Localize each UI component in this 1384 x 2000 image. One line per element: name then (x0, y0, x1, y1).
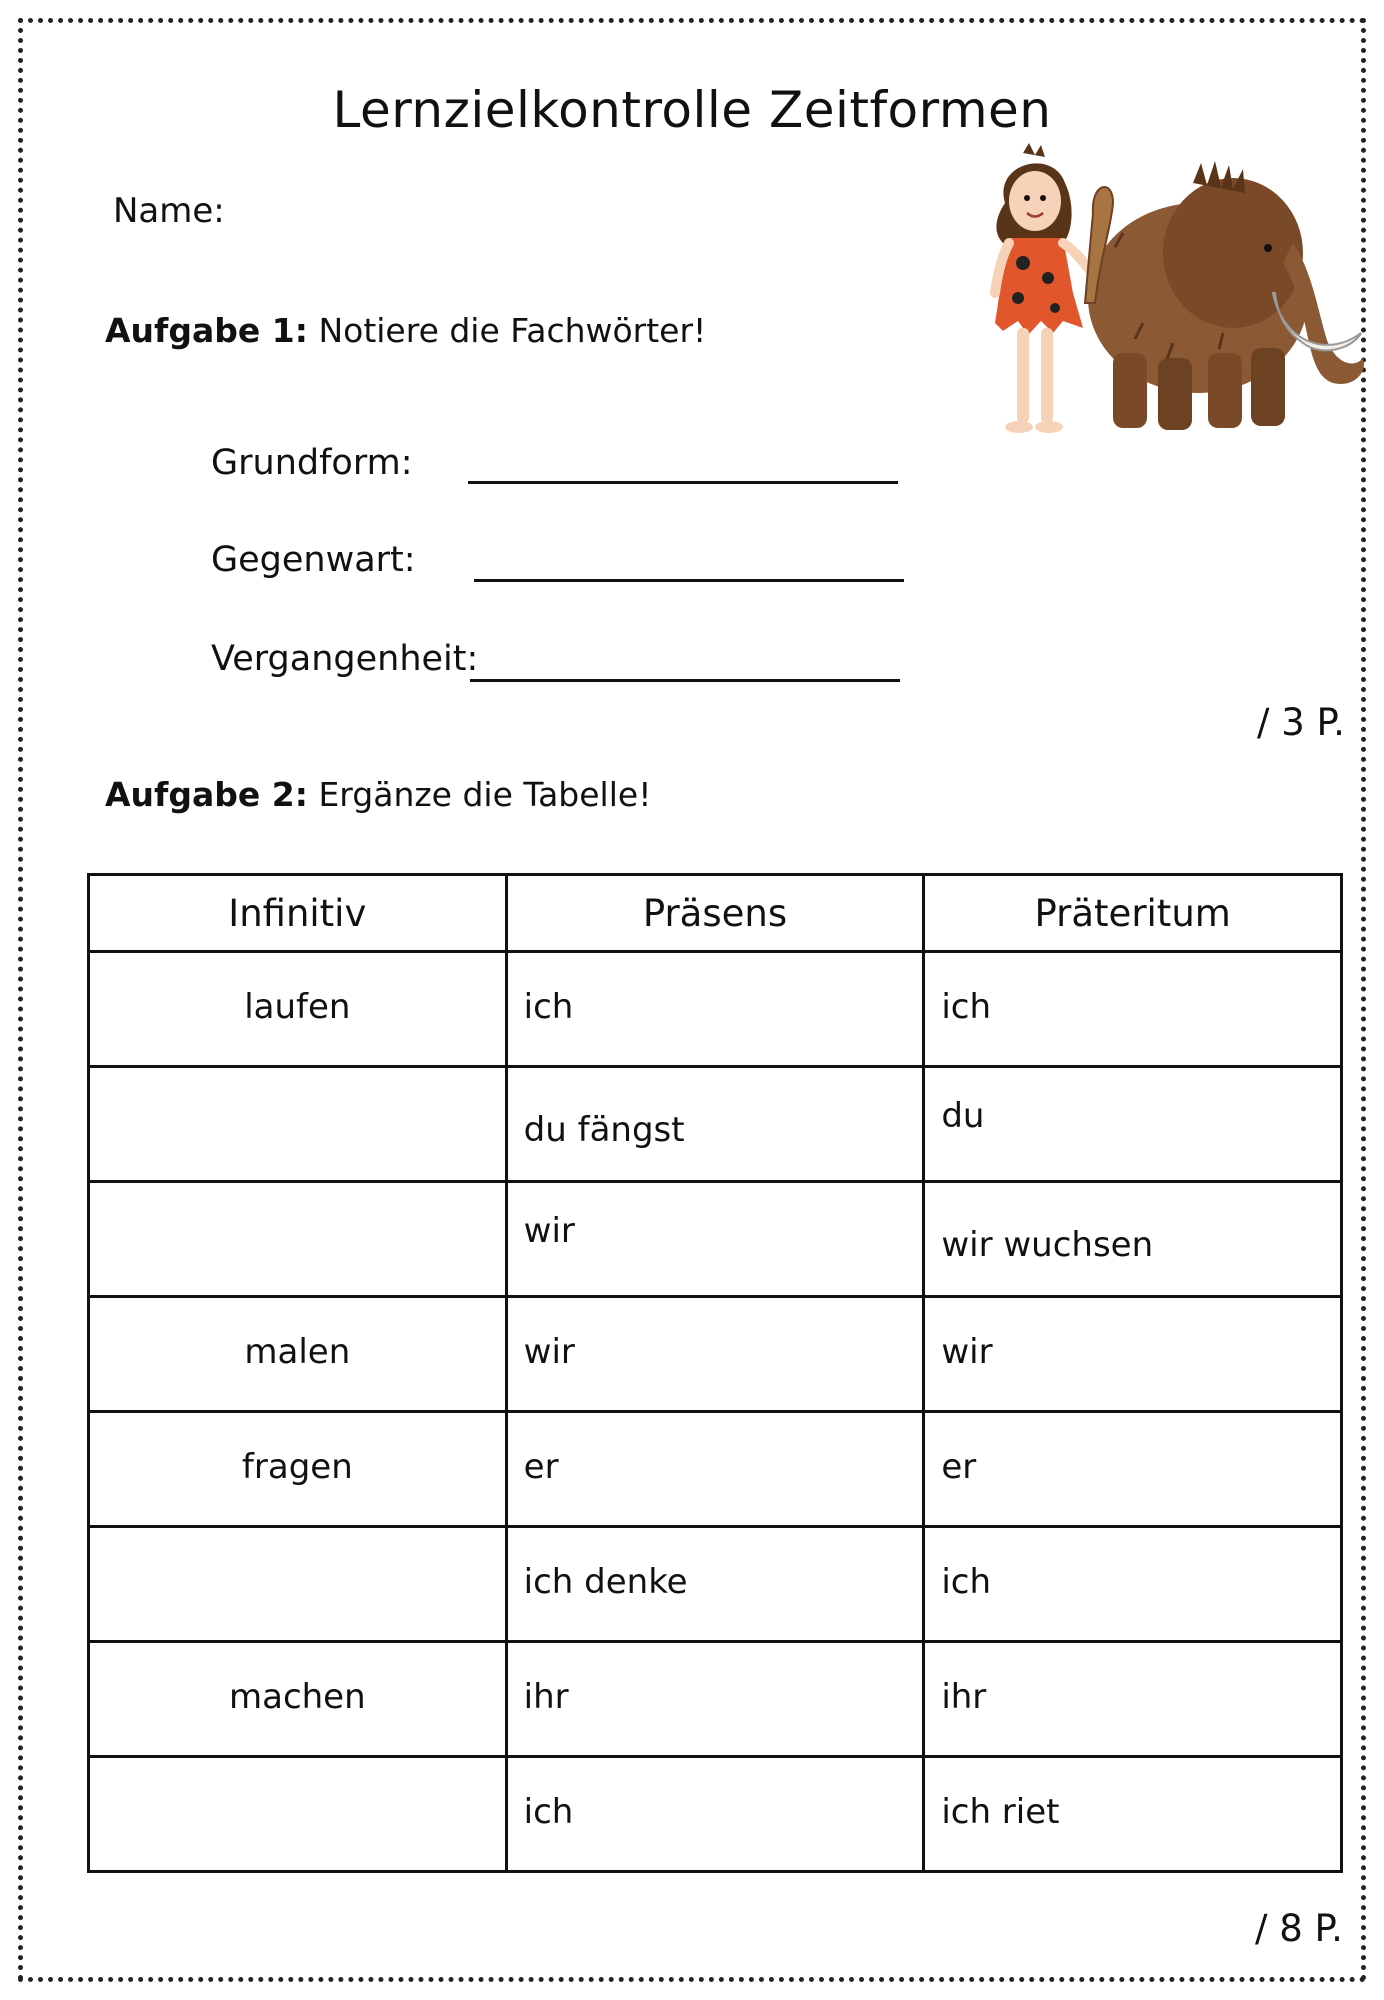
task2-instruction (105, 775, 651, 814)
cell-praeteritum[interactable]: ihr (924, 1642, 1342, 1757)
mammoth-icon (1088, 161, 1364, 430)
table-row (89, 1297, 1342, 1412)
cell-praeteritum[interactable]: wir (924, 1297, 1342, 1412)
header-praeteritum: Präteritum (924, 875, 1342, 952)
cell-praeteritum[interactable]: ich riet (924, 1757, 1342, 1872)
cavegirl-mammoth-illustration (983, 143, 1373, 443)
cell-praesens[interactable]: ich (506, 1757, 924, 1872)
task2-points: / 8 P. (1255, 1907, 1343, 1950)
table-row (89, 1067, 1342, 1182)
cavegirl-icon (995, 143, 1113, 433)
table-header-row (89, 875, 1342, 952)
answer-line-vergangenheit[interactable] (470, 679, 900, 682)
task2-text: Ergänze die Tabelle! (318, 775, 652, 814)
verb-tense-table (87, 873, 1343, 1873)
cell-praeteritum[interactable]: er (924, 1412, 1342, 1527)
cell-infinitiv[interactable] (89, 1527, 507, 1642)
task1-instruction (105, 311, 706, 350)
field-label-vergangenheit: Vergangenheit: (211, 639, 479, 679)
field-label-grundform: Grundform: (211, 443, 413, 483)
cell-praeteritum[interactable]: du (924, 1067, 1342, 1182)
cell-praeteritum[interactable]: ich (924, 952, 1342, 1067)
name-label: Name: (113, 191, 225, 231)
cell-infinitiv[interactable] (89, 1067, 507, 1182)
header-praesens: Präsens (506, 875, 924, 952)
cell-praeteritum[interactable]: wir wuchsen (924, 1182, 1342, 1297)
table-row (89, 1412, 1342, 1527)
table-row (89, 1757, 1342, 1872)
cell-infinitiv[interactable]: malen (89, 1297, 507, 1412)
cell-praeteritum[interactable]: ich (924, 1527, 1342, 1642)
table-row (89, 1182, 1342, 1297)
task1-text: Notiere die Fachwörter! (318, 311, 707, 350)
header-infinitiv: Infinitiv (89, 875, 507, 952)
task2-label: Aufgabe 2: (105, 775, 308, 814)
field-label-gegenwart: Gegenwart: (211, 540, 416, 580)
answer-line-grundform[interactable] (468, 481, 898, 484)
table-row (89, 1642, 1342, 1757)
cell-infinitiv[interactable] (89, 1757, 507, 1872)
cell-praesens[interactable]: du fängst (506, 1067, 924, 1182)
table-row (89, 1527, 1342, 1642)
cell-infinitiv[interactable]: machen (89, 1642, 507, 1757)
cell-praesens[interactable]: ich (506, 952, 924, 1067)
cell-infinitiv[interactable] (89, 1182, 507, 1297)
cell-infinitiv[interactable]: fragen (89, 1412, 507, 1527)
task1-points: / 3 P. (1257, 701, 1345, 744)
worksheet-frame (18, 18, 1366, 1982)
cell-infinitiv[interactable]: laufen (89, 952, 507, 1067)
cell-praesens[interactable]: ich denke (506, 1527, 924, 1642)
task1-label: Aufgabe 1: (105, 311, 308, 350)
cell-praesens[interactable]: wir (506, 1297, 924, 1412)
cell-praesens[interactable]: er (506, 1412, 924, 1527)
cell-praesens[interactable]: wir (506, 1182, 924, 1297)
table-row (89, 952, 1342, 1067)
cell-praesens[interactable]: ihr (506, 1642, 924, 1757)
page-title: Lernzielkontrolle Zeitformen (332, 81, 1052, 139)
answer-line-gegenwart[interactable] (474, 579, 904, 582)
